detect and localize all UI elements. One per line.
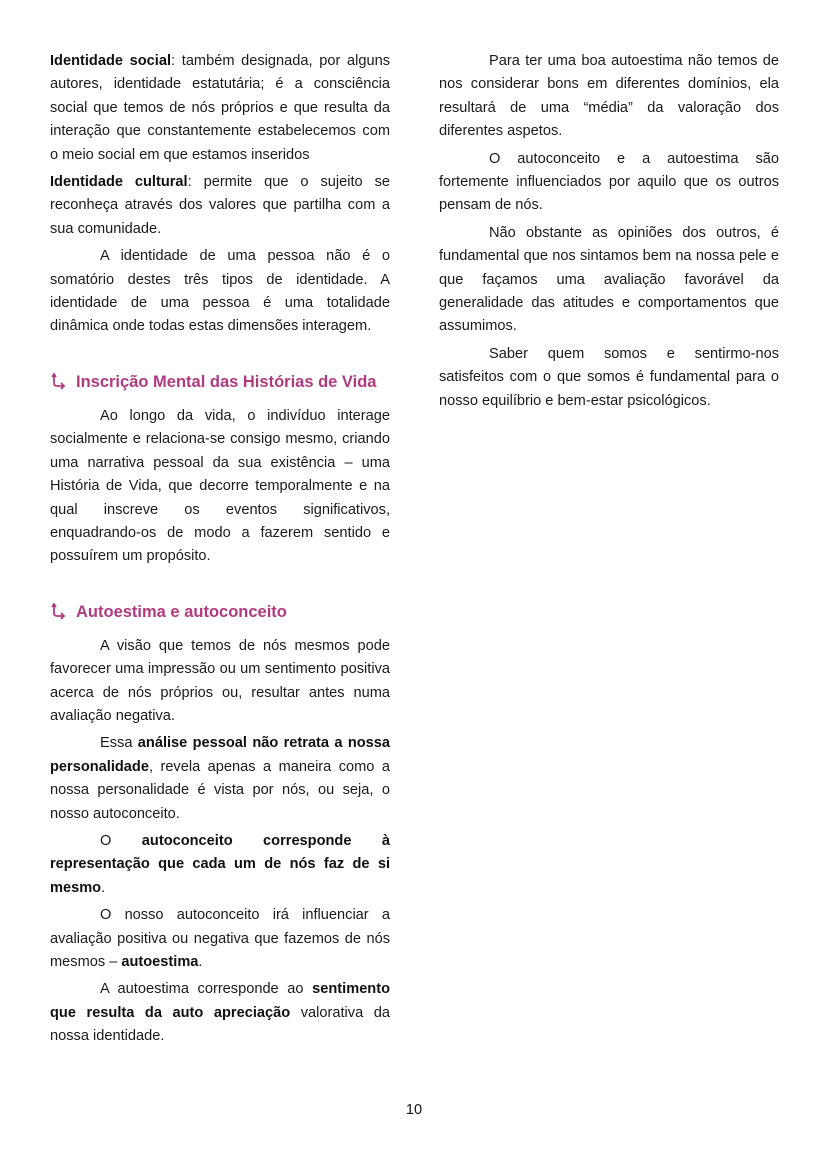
page-number: 10: [405, 1102, 423, 1118]
heading-text: Inscrição Mental das Histórias de Vida: [76, 372, 377, 391]
paragraph-life-story: Ao longo da vida, o indivíduo interage socialmente e relaciona-se consigo mesmo, criando uma narrativa pessoal da sua existência – uma História de Vida, que decorre temporalmente e na qual inscreve os eventos significativos, enquadrando-os de modo a fazerem sentido e possuírem um propósito.: [50, 407, 390, 565]
paragraph-self-esteem-definition: A autoestima corresponde ao sentimento que resulta da auto apreciação valorativa da nossa identidade.: [50, 981, 390, 1045]
paragraph-cultural-identity: Identidade cultural: permite que o sujeito se reconheça através dos valores que partilha com a sua comunidade.: [50, 174, 390, 237]
paragraph-others-influence: O autoconceito e a autoestima são fortemente influenciados por aquilo que os outros pensam de nós.: [439, 150, 779, 214]
hooked-arrow-icon: [50, 599, 76, 629]
hooked-arrow-icon: [50, 369, 76, 399]
right-column: [439, 50, 779, 417]
heading-text: Autoestima e autoconceito: [76, 602, 287, 621]
paragraph-personal-analysis: Essa análise pessoal não retrata a nossa personalidade, revela apenas a maneira como a nossa personalidade é vista por nós, ou seja, o nosso autoconceito.: [50, 735, 391, 822]
term-cultural-identity: Identidade cultural: [50, 174, 188, 191]
term-social-identity: Identidade social: [50, 53, 172, 69]
paragraph-self-view: A visão que temos de nós mesmos pode favorecer uma impressão ou um sentimento positiva acerca de nós próprios ou, resultar antes numa avaliação negativa.: [50, 637, 390, 724]
section-heading-life-stories: [50, 369, 390, 399]
left-column: [50, 50, 390, 1053]
section-heading-self-esteem: [50, 599, 390, 629]
paragraph-social-identity: Identidade social: também designada, por alguns autores, identidade estatutária; é a consciência social que temos de nós próprios e que resulta da interação que constantemente estabelecemos com o meio social em que estamos inseridos: [50, 53, 391, 163]
paragraph-self-concept-definition: O autoconceito corresponde à representação que cada um de nós faz de si mesmo.: [50, 832, 391, 896]
paragraph-good-self-esteem: Para ter uma boa autoestima não temos de nos considerar bons em diferentes domínios, ela resultará de uma “média” da valoração dos diferentes aspetos.: [439, 53, 779, 140]
paragraph-know-ourselves: Saber quem somos e sentirmo-nos satisfeitos com o que somos é fundamental para o nosso equilíbrio e bem-estar psicológicos.: [439, 345, 779, 409]
paragraph-feel-good: Não obstante as opiniões dos outros, é fundamental que nos sintamos bem na nossa pele e que façamos uma avaliação favorável da generalidade das atitudes e comportamentos que assumimos.: [439, 224, 779, 335]
paragraph-identity-totality: A identidade de uma pessoa não é o somatório destes três tipos de identidade. A identidade de uma pessoa é uma totalidade dinâmica onde todas estas dimensões interagem.: [50, 248, 390, 335]
paragraph-self-concept-influence: O nosso autoconceito irá influenciar a avaliação positiva ou negativa que fazemos de nós mesmos – autoestima.: [50, 907, 390, 970]
